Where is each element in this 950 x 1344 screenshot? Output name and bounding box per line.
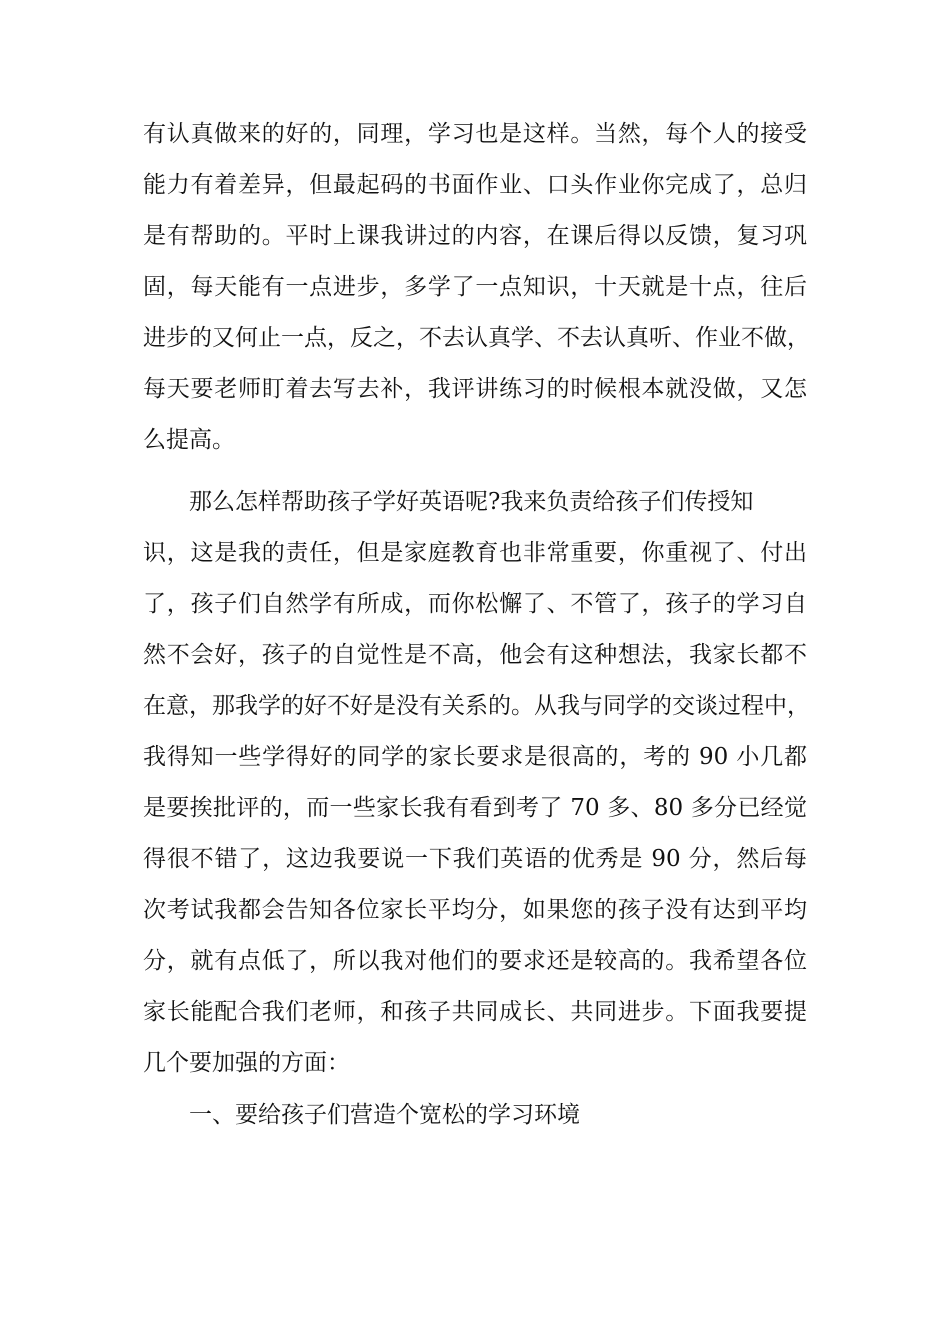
paragraph-2-line-6: 我得知一些学得好的同学的家长要求是很高的，考的 90 小几都 [143,744,807,770]
paragraph-2-line-12: 几个要加强的方面： [143,1050,350,1076]
paragraph-2-line-4: 然不会好，孩子的自觉性是不高，他会有这种想法，我家长都不 [143,642,807,668]
section-heading-1 [143,1090,807,1141]
paragraph-2-line-2: 识，这是我的责任，但是家庭教育也非常重要，你重视了、付出 [143,540,807,566]
paragraph-2-line-7: 是要挨批评的，而一些家长我有看到考了 70 多、80 多分已经觉 [143,795,807,821]
paragraph-2 [143,477,810,1089]
paragraph-2-line-5: 在意，那我学的好不好是没有关系的。从我与同学的交谈过程中， [143,693,810,719]
paragraph-1-line-5: 进步的又何止一点，反之，不去认真学、不去认真听、作业不做， [143,325,810,351]
paragraph-1-line-2: 能力有着差异，但最起码的书面作业、口头作业你完成了，总归 [143,172,807,198]
paragraph-1-line-6: 每天要老师盯着去写去补，我评讲练习的时候根本就没做，又怎 [143,376,807,402]
section-heading-1-text: 一、要给孩子们营造个宽松的学习环境 [189,1102,580,1128]
paragraph-2-line-3: 了，孩子们自然学有所成，而你松懈了、不管了，孩子的学习自 [143,591,807,617]
paragraph-2-line-8: 得很不错了，这边我要说一下我们英语的优秀是 90 分，然后每 [143,846,807,872]
paragraph-1-line-3: 是有帮助的。平时上课我讲过的内容，在课后得以反馈，复习巩 [143,223,807,249]
paragraph-2-line-10: 分，就有点低了，所以我对他们的要求还是较高的。我希望各位 [143,948,807,974]
paragraph-2-line-1: 那么怎样帮助孩子学好英语呢?我来负责给孩子们传授知 [189,489,754,515]
paragraph-1-line-4: 固，每天能有一点进步，多学了一点知识，十天就是十点，往后 [143,274,807,300]
paragraph-2-line-9: 次考试我都会告知各位家长平均分，如果您的孩子没有达到平均 [143,897,807,923]
paragraph-1-line-7: 么提高。 [143,427,235,453]
paragraph-1 [143,109,810,466]
paragraph-2-line-11: 家长能配合我们老师，和孩子共同成长、共同进步。下面我要提 [143,999,807,1025]
paragraph-1-line-1: 有认真做来的好的，同理，学习也是这样。当然，每个人的接受 [143,121,807,147]
